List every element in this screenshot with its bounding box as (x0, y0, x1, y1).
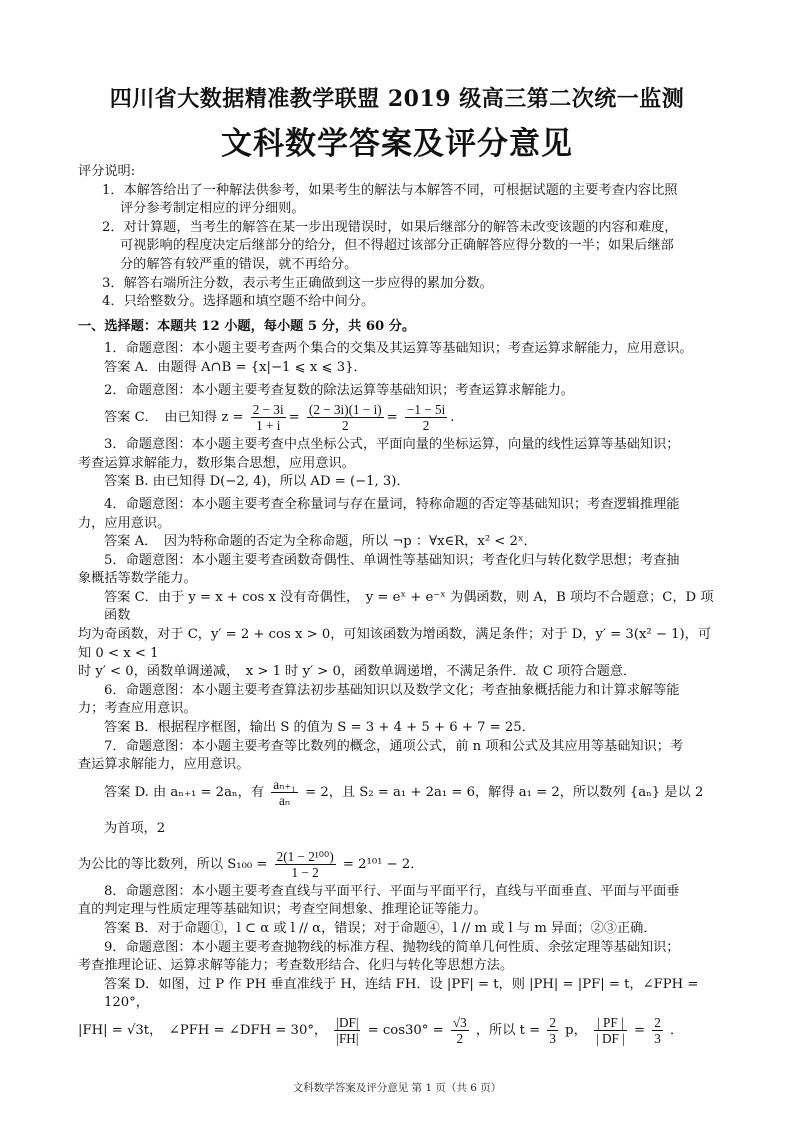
q7-intent-cont: 查运算求解能力，应用意识。 (78, 757, 250, 773)
fraction: $\frac{2}{3}$ (549, 1014, 556, 1046)
grading-note-4: 4．只给整数分。选择题和填空题不给中间分。 (102, 294, 375, 310)
q2-answer: 答案 C． 由已知得 z = $\frac{2 - 3i}{1 + i}$ = $\frac{(2 - 3i)(1 - i)}{2}$ = $\frac{-1 - 5i}{2}$ . (104, 402, 455, 434)
q9-answer-text: p， (565, 1022, 587, 1038)
fraction: $\frac{√3}{2}$ (452, 1014, 467, 1046)
q9-answer-text: ，所以 t = (475, 1022, 541, 1038)
q8-answer: 答案 B．对于命题①，l ⊂ α 或 l // α，错误；对于命题④，l // m 或 l 与 m 异面；②③正确． (104, 921, 657, 936)
grading-notes-heading: 评分说明: (78, 164, 136, 179)
grading-note-2-cont: 分的解答有较严重的错误，就不再给分。 (120, 256, 358, 272)
q1-intent: 1．命题意图：本小题主要考查两个集合的交集及其运算等基础知识；考查运算求解能力，应用意识。 (104, 341, 693, 357)
q6-intent-cont: 力；考查应用意识。 (78, 701, 197, 717)
q7-answer-cont (78, 847, 720, 883)
q4-intent: 4．命题意图：本小题主要考查全称量词与存在量词，特称命题的否定等基础知识；考查逻辑推理能 (104, 496, 680, 512)
fraction: $\frac{(2 - 3i)(1 - i)}{2}$ (308, 402, 382, 434)
q7-answer-text: = 2，且 S₂ = a₁ + 2a₁ = 6，解得 a₁ = 2，所以数列 {aₙ} 是以 2 为首项，2 (104, 784, 704, 836)
q4-intent-cont: 力，应用意识。 (78, 515, 171, 531)
document-title: 文科数学答案及评分意见 (221, 126, 573, 162)
fraction: $\frac{| PF |}{| DF |}$ (596, 1014, 625, 1046)
fraction: $\frac{\text{aₙ₊₁}}{\text{aₙ}}$ (273, 776, 296, 808)
page-footer: 文科数学答案及评分意见 第 1 页（共 6 页） (292, 1082, 502, 1094)
q5-intent-cont: 象概括等数学能力。 (78, 571, 197, 587)
q3-intent: 3．命题意图：本小题主要考查中点坐标公式，平面向量的坐标运算，向量的线性运算等基础知识； (104, 437, 680, 453)
fraction: $\frac{|DF|}{|FH|}$ (336, 1014, 359, 1046)
fraction: $\frac{2 - 3i}{1 + i}$ (252, 402, 284, 434)
q5-answer: 答案 C．由于 y = x + cos x 没有奇偶性， y = eˣ + e⁻ˣ 为偶函数，则 A，B 项均不合题意；C，D 项函数 (104, 589, 714, 624)
fraction: $\frac{-1 - 5i}{2}$ (406, 402, 446, 434)
q6-intent: 6．命题意图：本小题主要考查算法初步基础知识以及数学文化；考查抽象概括能力和计算求解等能 (104, 682, 680, 698)
q4-answer: 答案 A． 因为特称命题的否定为全称命题，所以 ¬p ：∀x∈R，x² < 2ˣ． (104, 534, 537, 550)
grading-note-3: 3．解答右端所注分数，表示考生正确做到这一步应得的累加分数。 (102, 275, 493, 291)
exam-title: 四川省大数据精准教学联盟 2019 级高三第二次统一监测 (109, 86, 685, 112)
grading-note-1-cont: 评分参考制定相应的评分细则。 (120, 201, 305, 217)
grading-note-2: 2．对计算题，当考生的解答在某一步出现错误时，如果后继部分的解答未改变该题的内容和难度， (102, 219, 678, 235)
q9-answer-cont (78, 1013, 720, 1049)
q3-answer: 答案 B. 由已知得 D(−2, 4)，所以 AD = (−1, 3)． (104, 474, 410, 490)
q5-answer-cont: 时 y′ < 0，函数单调递减， x > 1 时 y′ > 0，函数单调递增，不满足条件．故 C 项符合题意． (78, 664, 637, 680)
q9-answer-text: ． (670, 1022, 684, 1038)
q8-intent-cont: 直的判定理与性质定理等基础知识；考查空间想象、推理论证等能力。 (78, 902, 487, 918)
q5-answer-cont: 均为奇函数，对于 C，y′ = 2 + cos x > 0，可知该函数为增函数，满足条件；对于 D，y′ = 3(x² − 1)，可知 0 < x < 1 (78, 627, 712, 661)
fraction: $\frac{2}{3}$ (654, 1014, 661, 1046)
q9-answer: 答案 D．如图，过 P 作 PH 垂直准线于 H，连结 FH．设 |PF| = t，则 |PH| = |PF| = t，∠FPH = 120°， (104, 976, 699, 1011)
q1-answer: 答案 A．由题得 A∩B = {x|−1 ⩽ x ⩽ 3}． (104, 359, 367, 375)
q7-answer-text: 为公比的等比数列，所以 S₁₀₀ = (78, 856, 268, 872)
q9-answer-text: |FH| = √3t， ∠PFH = ∠DFH = 30°， (78, 1022, 328, 1038)
q2-intent: 2．命题意图：本小题主要考查复数的除法运算等基础知识；考查运算求解能力。 (104, 382, 574, 398)
q7-answer-text: 答案 D. 由 aₙ₊₁ = 2aₙ，有 (104, 784, 265, 800)
q7-answer (78, 775, 720, 847)
q2-answer-text: 答案 C． 由已知得 z = (104, 410, 244, 426)
q9-answer-text: = cos30° = (367, 1022, 444, 1038)
section-heading: 一、选择题：本题共 12 小题，每小题 5 分，共 60 分。 (78, 318, 416, 334)
q6-answer: 答案 B．根据程序框图，输出 S 的值为 S = 3 + 4 + 5 + 6 + 7 = 25． (104, 720, 535, 736)
q7-intent: 7．命题意图：本小题主要考查等比数列的概念，通项公式，前 n 项和公式及其应用等基础知识；考 (104, 738, 684, 754)
q9-intent: 9．命题意图：本小题主要考查抛物线的标准方程、抛物线的简单几何性质、余弦定理等基础知识； (104, 939, 680, 955)
grading-note-1: 1．本解答给出了一种解法供参考，如果考生的解法与本解答不同，可根据试题的主要考查内容比照 (102, 182, 678, 198)
fraction: $\frac{\text{2(1 − 2¹⁰⁰)}}{1 - 2}$ (276, 848, 334, 880)
q8-intent: 8．命题意图：本小题主要考查直线与平面平行、平面与平面平行，直线与平面垂直、平面与平面垂 (104, 883, 680, 899)
q9-answer-text: = (633, 1022, 646, 1038)
q7-answer-text: = 2¹⁰¹ − 2． (342, 856, 424, 872)
grading-note-2-cont: 可视影响的程度决定后继部分的给分，但不得超过该部分正确解答应得分数的一半；如果后继部 (120, 238, 674, 254)
q9-intent-cont: 考查推理论证、运算求解等能力；考查数形结合、化归与转化等思想方法。 (78, 958, 514, 974)
q3-intent-cont: 考查运算求解能力，数形集合思想，应用意识。 (78, 455, 355, 471)
q5-intent: 5．命题意图：本小题主要考查函数奇偶性、单调性等基础知识；考查化归与转化数学思想；考查抽 (104, 552, 680, 568)
document-body (78, 163, 720, 1049)
